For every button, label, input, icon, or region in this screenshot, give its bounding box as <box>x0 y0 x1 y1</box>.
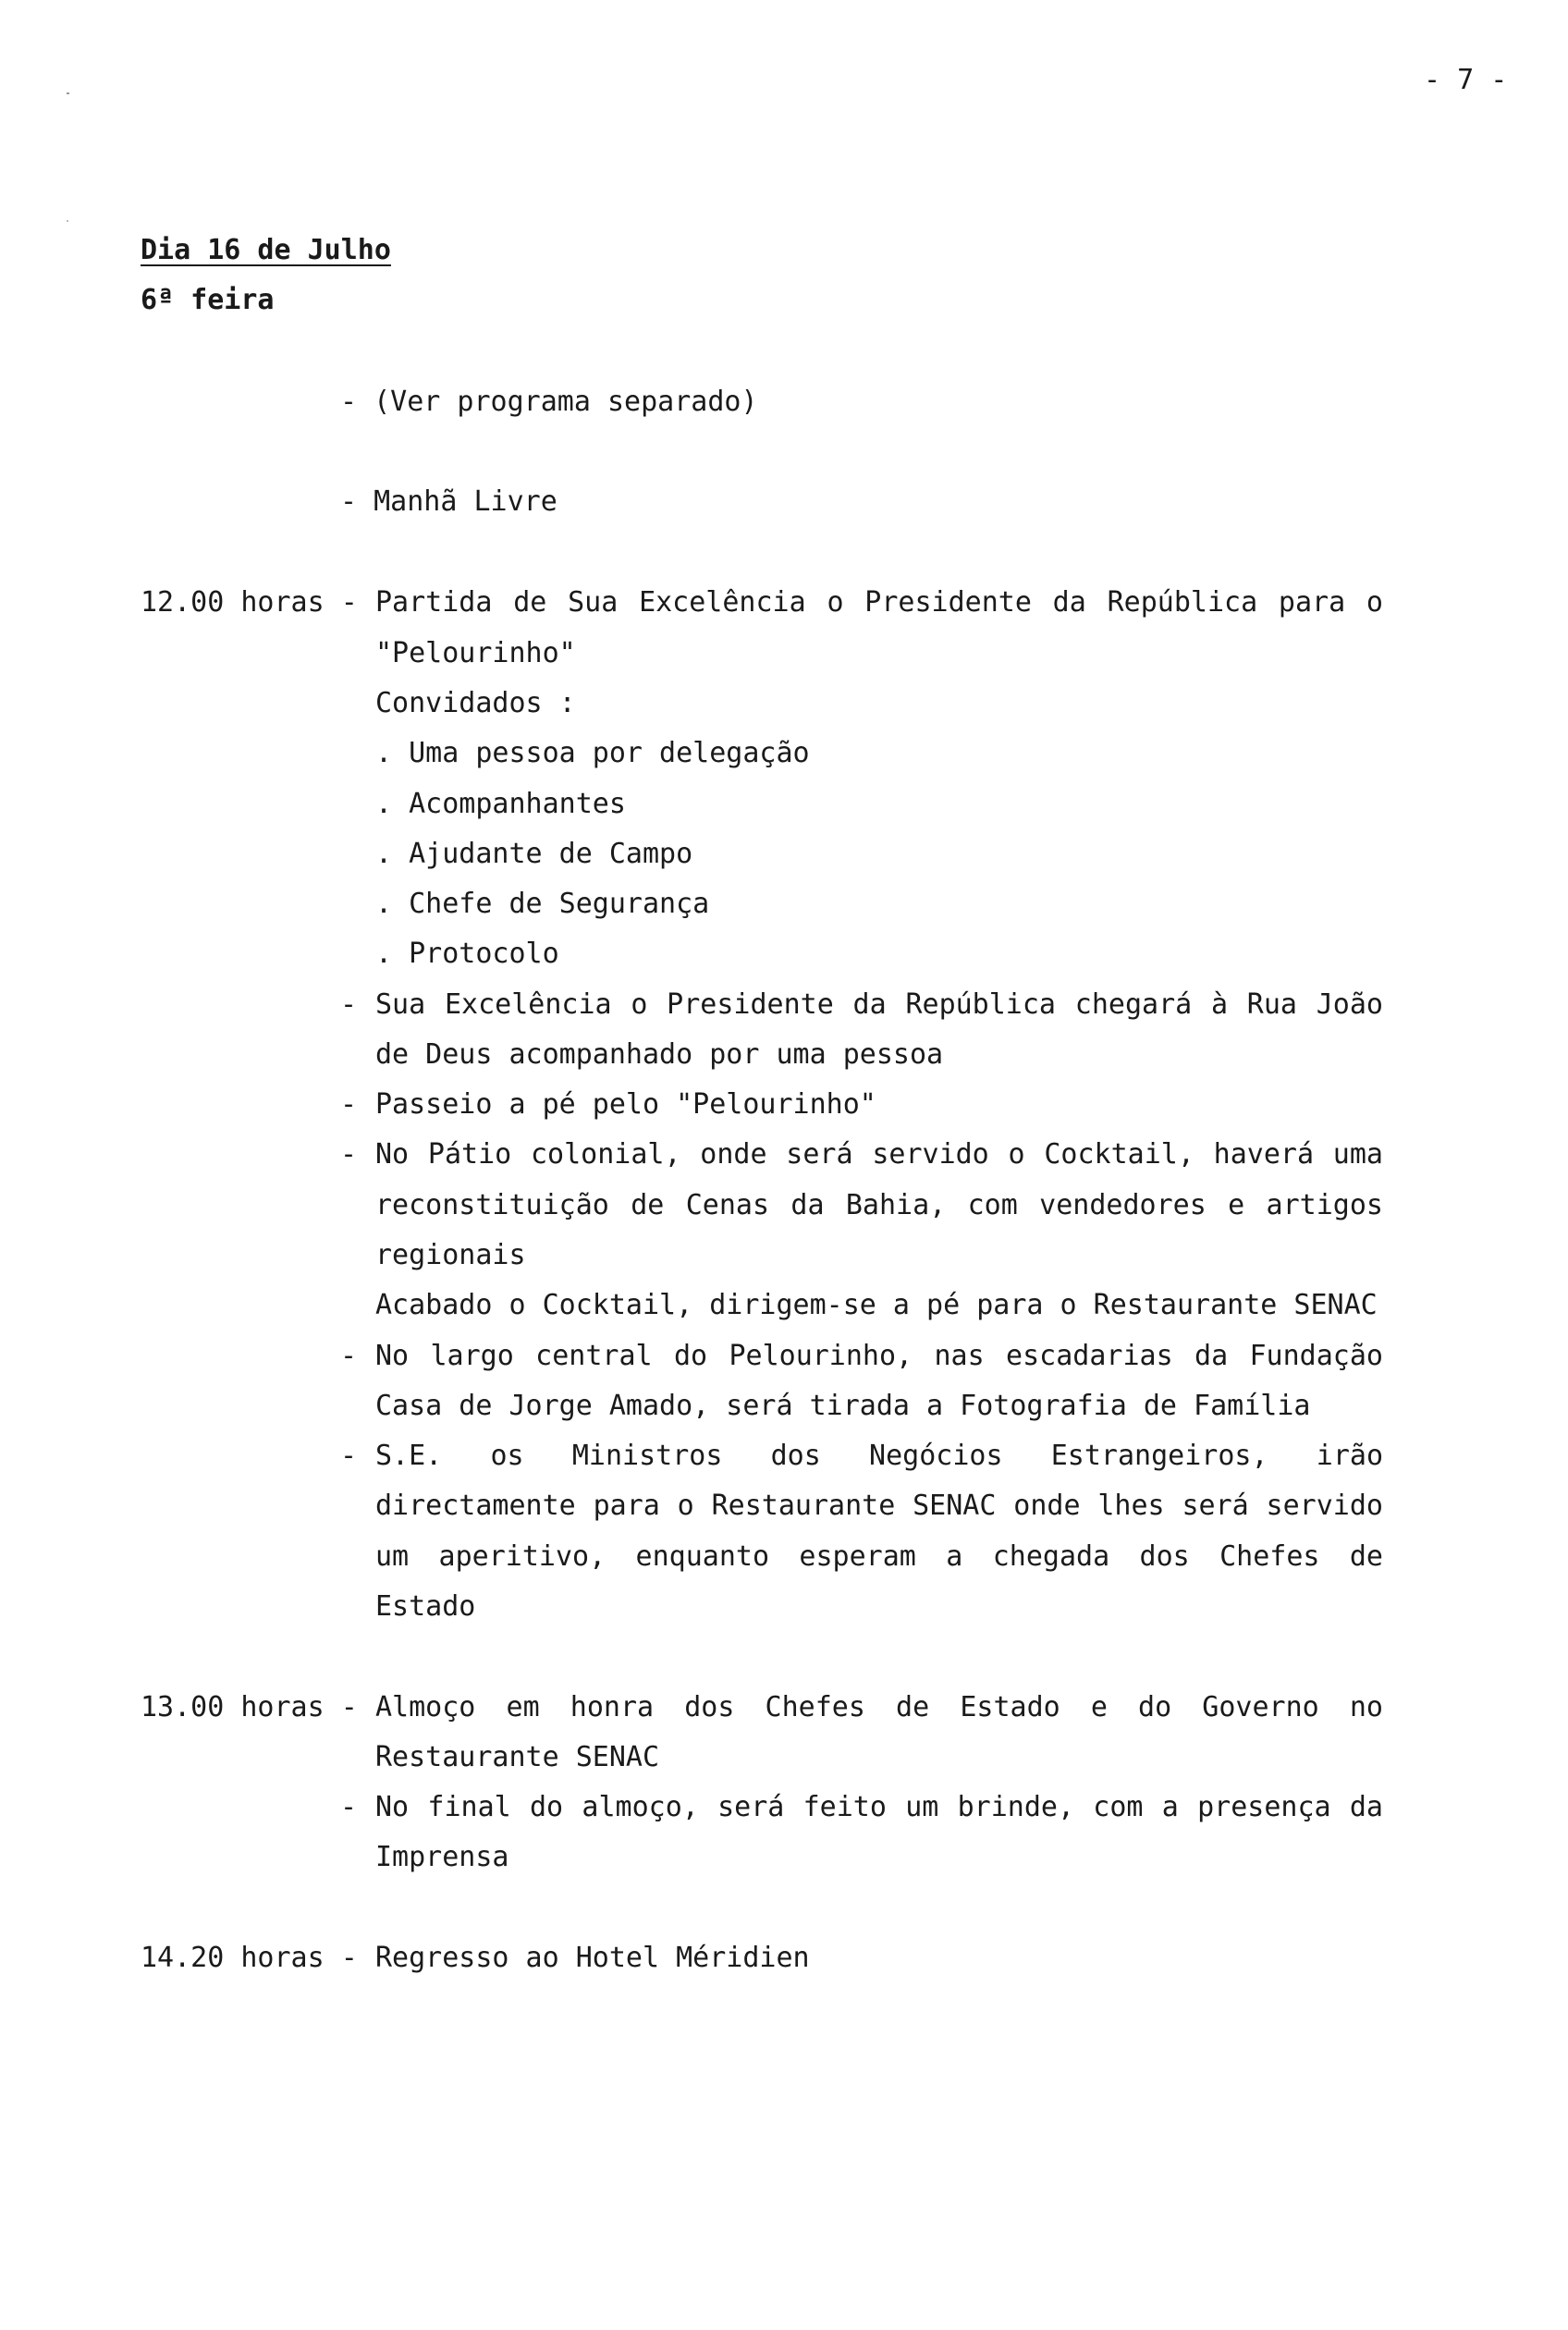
heading-date: Dia 16 de Julho <box>141 234 391 266</box>
text-pelourinho: "Pelourinho" <box>375 637 576 669</box>
text-chegada: de Deus acompanhado por uma pessoa <box>375 1038 944 1071</box>
text-brinde: Imprensa <box>375 1841 509 1873</box>
text-patio: reconstituição de Cenas da Bahia, com vendedores e artigos <box>375 1189 1383 1221</box>
dash: - <box>340 1440 358 1472</box>
text-acabado: Acabado o Cocktail, dirigem-se a pé para o Restaurante SENAC <box>375 1289 1378 1321</box>
text-brinde: No final do almoço, será feito um brinde, com a presença da <box>375 1791 1383 1823</box>
label-convidados: Convidados : <box>375 687 576 719</box>
text-ministros: Estado <box>375 1590 476 1623</box>
scan-speck <box>67 220 68 222</box>
text-ministros: S.E. os Ministros dos Negócios Estrangeiros, irão <box>375 1440 1383 1472</box>
guest-item: . Chefe de Segurança <box>375 888 710 920</box>
text-passeio: Passeio a pé pelo "Pelourinho" <box>375 1088 876 1121</box>
text-patio: No Pátio colonial, onde será servido o Cocktail, haverá uma <box>375 1138 1383 1171</box>
text-almoco: Almoço em honra dos Chefes de Estado e do Governo no <box>375 1691 1383 1723</box>
scan-speck <box>67 92 69 94</box>
heading-weekday: 6ª feira <box>141 284 275 316</box>
dash: - <box>340 1088 358 1121</box>
guest-item: . Ajudante de Campo <box>375 838 693 870</box>
guest-item: . Uma pessoa por delegação <box>375 737 810 769</box>
text-ministros: directamente para o Restaurante SENAC onde lhes será servido <box>375 1490 1383 1522</box>
text-ministros: um aperitivo, enquanto esperam a chegada dos Chefes de <box>375 1540 1383 1573</box>
page-number: - 7 - <box>1424 64 1508 96</box>
item-manha-livre: - Manhã Livre <box>340 485 557 518</box>
text-regresso: Regresso ao Hotel Méridien <box>375 1942 810 1974</box>
guest-item: . Acompanhantes <box>375 788 626 820</box>
guest-item: . Protocolo <box>375 938 559 970</box>
text-chegada: Sua Excelência o Presidente da República chegará à Rua João <box>375 988 1383 1021</box>
text-patio: regionais <box>375 1239 526 1271</box>
text-partida: Partida de Sua Excelência o Presidente da República para o <box>375 586 1383 619</box>
dash: - <box>340 1340 358 1372</box>
dash: - <box>340 988 358 1021</box>
text-almoco: Restaurante SENAC <box>375 1741 660 1773</box>
text-largo: No largo central do Pelourinho, nas escadarias da Fundação <box>375 1340 1383 1372</box>
text-largo: Casa de Jorge Amado, será tirada a Fotografia de Família <box>375 1390 1311 1422</box>
dash: - <box>340 1791 358 1823</box>
item-ver-programa: - (Ver programa separado) <box>340 386 758 418</box>
time-1420: 14.20 horas - <box>141 1942 358 1974</box>
time-1300: 13.00 horas - <box>141 1691 358 1723</box>
time-1200: 12.00 horas - <box>141 586 358 619</box>
dash: - <box>340 1138 358 1171</box>
